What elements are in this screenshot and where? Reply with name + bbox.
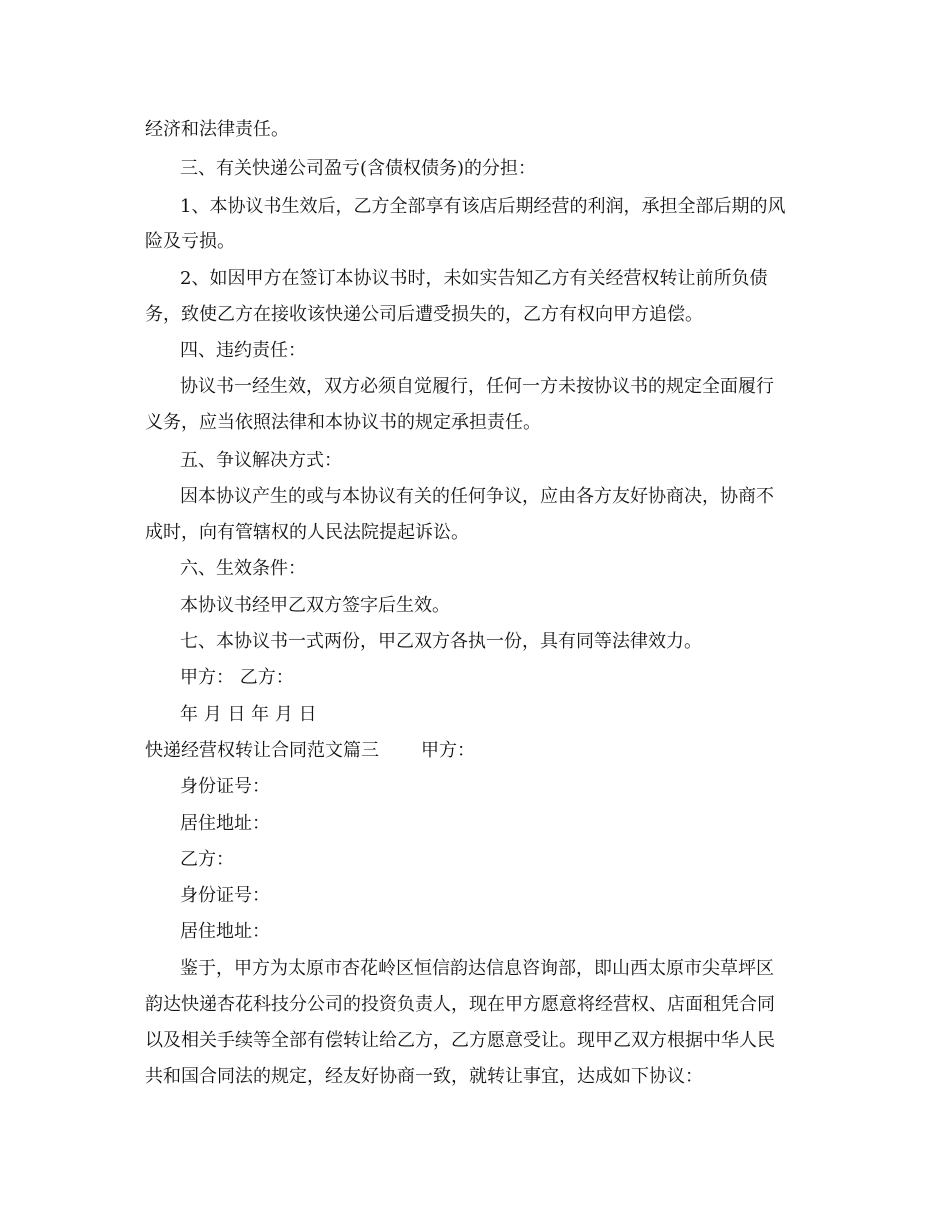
section-heading-row <box>145 739 475 763</box>
paragraph-line: 成时，向有管辖权的人民法院提起诉讼。 <box>145 522 469 543</box>
paragraph-line: 鉴于，甲方为太原市杏花岭区恒信韵达信息咨询部，即山西太原市尖草坪区 <box>180 958 774 979</box>
paragraph-line: 协议书一经生效，双方必须自觉履行，任何一方未按协议书的规定全面履行 <box>180 376 774 397</box>
paragraph-line: 因本协议产生的或与本协议有关的任何争议，应由各方友好协商决，协商不 <box>180 486 774 507</box>
party-b-address-field: 居住地址： <box>180 921 270 942</box>
paragraph-line: 2、如因甲方在签订本协议书时，未如实告知乙方有关经营权转让前所负债 <box>180 268 768 289</box>
party-a-id-field: 身份证号： <box>180 776 270 797</box>
paragraph-line: 共和国合同法的规定，经友好协商一致，就转让事宜，达成如下协议： <box>145 1066 703 1087</box>
paragraph-line: 本协议书经甲乙双方签字后生效。 <box>180 595 450 616</box>
paragraph-line: 义务，应当依照法律和本协议书的规定承担责任。 <box>145 412 541 433</box>
paragraph-line: 务，致使乙方在接收该快递公司后遭受损失的，乙方有权向甲方追偿。 <box>145 304 703 325</box>
paragraph-line: 韵达快递杏花科技分公司的投资负责人，现在甲方愿意将经营权、店面租凭合同 <box>145 994 775 1015</box>
section-heading: 快递经营权转让合同范文篇三 <box>145 740 379 761</box>
party-b-label: 乙方： <box>180 849 234 870</box>
clause-heading-5: 五、争议解决方式： <box>180 450 342 471</box>
section-heading-party: 甲方： <box>421 740 475 761</box>
signature-dates: 年 月 日 年 月 日 <box>180 704 317 725</box>
signature-parties: 甲方： 乙方： <box>180 667 294 688</box>
clause-7: 七、本协议书一式两份，甲乙双方各执一份，具有同等法律效力。 <box>180 631 702 652</box>
paragraph-line: 1、本协议书生效后，乙方全部享有该店后期经营的利润，承担全部后期的风 <box>180 196 786 217</box>
clause-heading-4: 四、违约责任： <box>180 340 306 361</box>
paragraph-line: 险及亏损。 <box>145 231 235 252</box>
party-b-id-field: 身份证号： <box>180 885 270 906</box>
clause-heading-3: 三、有关快递公司盈亏(含债权债务)的分担： <box>180 158 537 179</box>
party-a-address-field: 居住地址： <box>180 813 270 834</box>
paragraph-line: 经济和法律责任。 <box>145 119 289 140</box>
clause-heading-6: 六、生效条件： <box>180 558 306 579</box>
paragraph-line: 以及相关手续等全部有偿转让给乙方，乙方愿意受让。现甲乙双方根据中华人民 <box>145 1030 775 1051</box>
